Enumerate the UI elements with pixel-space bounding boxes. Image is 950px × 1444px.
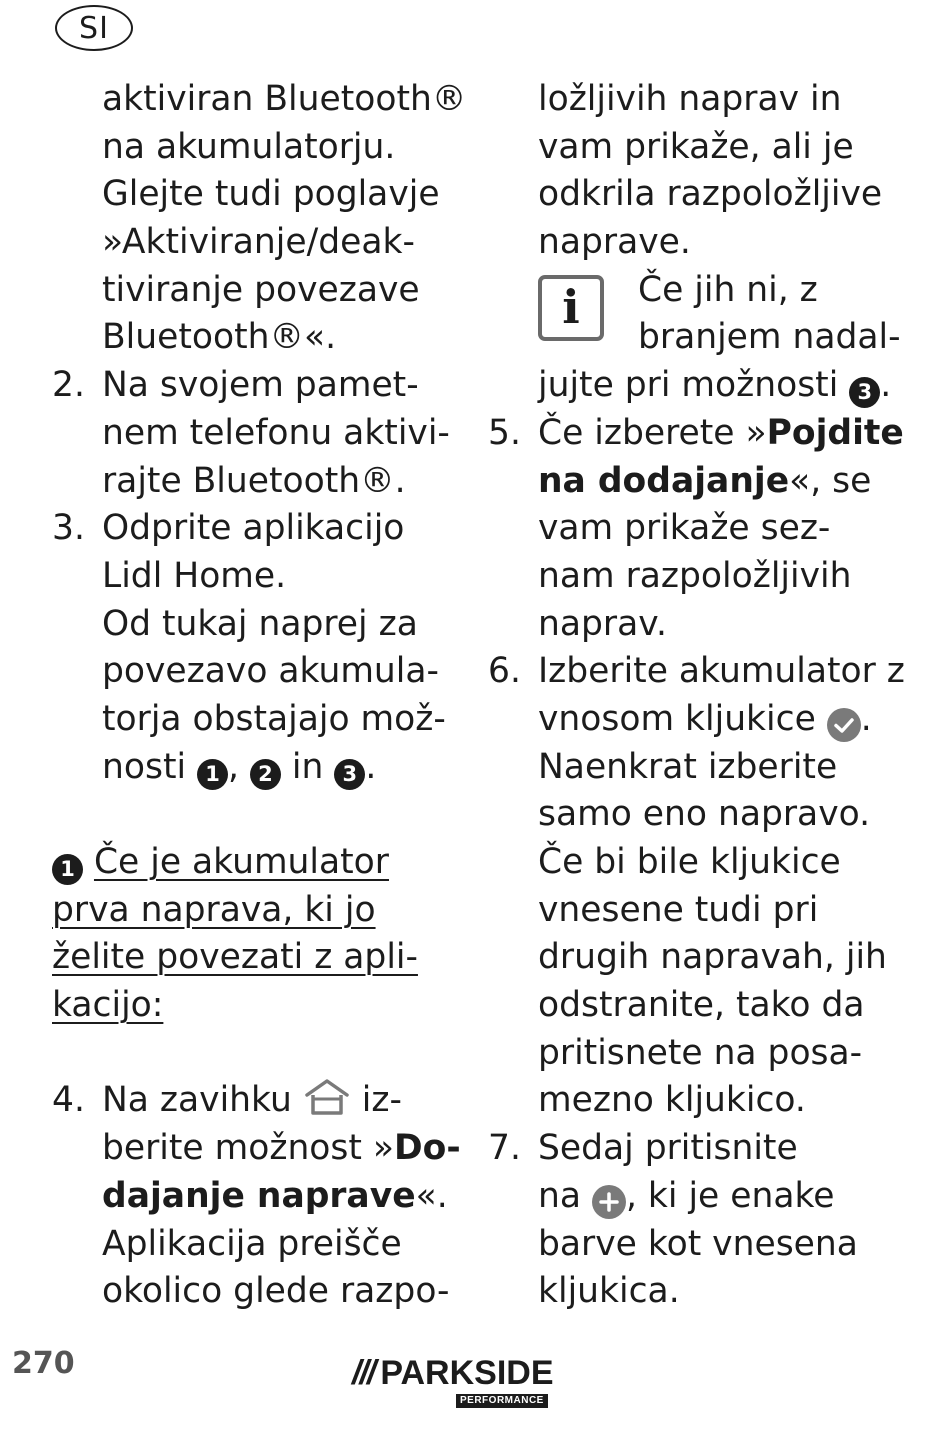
text-line bbox=[488, 1173, 898, 1221]
brand-subtitle: PERFORMANCE bbox=[456, 1394, 548, 1408]
text: «, se bbox=[789, 460, 872, 501]
text-line: Naenkrat izberite bbox=[538, 746, 838, 787]
text-line: branjem nadal- bbox=[638, 317, 901, 358]
spacer bbox=[52, 791, 462, 839]
text: Odprite aplikacijo bbox=[102, 508, 405, 549]
info-text bbox=[638, 267, 901, 362]
text-line: samo eno napravo. bbox=[538, 794, 871, 835]
text: jujte pri možnosti bbox=[538, 365, 850, 406]
text-line: rajte Bluetooth®. bbox=[102, 460, 406, 501]
text-line: Če bi bile kljukice bbox=[538, 842, 841, 883]
text-line: prva naprava, ki jo bbox=[52, 889, 376, 930]
text-line: pritisnete na posa- bbox=[538, 1032, 863, 1073]
language-badge: SI bbox=[55, 5, 133, 51]
text-line: aktiviran Bluetooth® bbox=[102, 79, 467, 119]
text-line: Bluetooth®«. bbox=[102, 317, 337, 358]
text: iz- bbox=[350, 1080, 402, 1121]
options-line bbox=[52, 744, 462, 792]
page-number: 270 bbox=[12, 1346, 75, 1381]
text-line: nem telefonu aktivi- bbox=[102, 412, 450, 453]
text: vnosom kljukice bbox=[538, 698, 827, 739]
brand-slashes: /// bbox=[352, 1354, 375, 1392]
step-5-line bbox=[488, 410, 904, 458]
option-marker-2: 2 bbox=[250, 759, 281, 790]
brand-logo bbox=[352, 1354, 572, 1414]
step-3-line bbox=[52, 505, 462, 553]
text-line: mezno kljukico. bbox=[538, 1080, 806, 1121]
text: nosti bbox=[102, 746, 198, 787]
text: . bbox=[860, 698, 872, 739]
bold-text: Do- bbox=[394, 1128, 461, 1169]
text-line: Če jih ni, z bbox=[638, 269, 818, 310]
step-number: 7. bbox=[488, 1128, 521, 1169]
text-line: »Aktiviranje/deak- bbox=[102, 222, 415, 263]
option-marker-3: 3 bbox=[849, 377, 880, 408]
text-line: vam prikaže sez- bbox=[538, 508, 831, 549]
brand-name bbox=[352, 1354, 554, 1392]
checkmark-icon bbox=[827, 708, 861, 742]
option-marker-3: 3 bbox=[334, 759, 365, 790]
text-line bbox=[488, 362, 898, 410]
text-line: Lidl Home. bbox=[102, 555, 287, 596]
step-number: 6. bbox=[488, 651, 521, 692]
text-line bbox=[488, 458, 898, 506]
text: «. bbox=[415, 1175, 448, 1216]
text: , ki je enake bbox=[625, 1175, 835, 1216]
left-column bbox=[52, 76, 467, 1316]
text-line: vam prikaže, ali je bbox=[538, 126, 854, 167]
step-2-line bbox=[52, 362, 462, 410]
text-line: ložljivih naprav in bbox=[538, 79, 842, 119]
text-line: povezavo akumula- bbox=[102, 651, 439, 692]
text: berite možnost » bbox=[102, 1128, 394, 1169]
step-4-line bbox=[52, 1077, 462, 1125]
text-line: na akumulatorju. bbox=[102, 126, 396, 167]
spacer bbox=[52, 1030, 462, 1078]
text-line bbox=[52, 1173, 462, 1221]
step-6-line bbox=[488, 648, 905, 696]
step-number: 2. bbox=[52, 365, 85, 406]
text-line: barve kot vnesena bbox=[538, 1223, 858, 1264]
step-number: 3. bbox=[52, 508, 85, 549]
bold-text: na dodajanje bbox=[538, 460, 790, 501]
text-line: naprave. bbox=[538, 222, 691, 263]
text: Na zavihku bbox=[102, 1080, 303, 1121]
text-line: želite povezati z apli- bbox=[52, 937, 418, 978]
text-line: okolico glede razpo- bbox=[102, 1271, 450, 1312]
text: Sedaj pritisnite bbox=[538, 1128, 798, 1169]
text-line: Od tukaj naprej za bbox=[102, 603, 418, 644]
brand-text: PARKSIDE bbox=[380, 1354, 554, 1392]
text-line bbox=[488, 696, 898, 744]
text-line: kljukica. bbox=[538, 1271, 680, 1312]
right-column bbox=[488, 76, 905, 1316]
text-line: nam razpoložljivih bbox=[538, 555, 852, 596]
text-line: odkrila razpoložljive bbox=[538, 174, 883, 215]
info-note bbox=[488, 267, 901, 362]
text-line: torja obstajajo mož- bbox=[102, 698, 446, 739]
text-line: Glejte tudi poglavje bbox=[102, 174, 440, 215]
text-line: vnesene tudi pri bbox=[538, 889, 819, 930]
bold-text: dajanje naprave bbox=[102, 1175, 416, 1216]
info-icon: i bbox=[538, 275, 604, 341]
home-icon bbox=[303, 1077, 351, 1131]
text-line bbox=[52, 1125, 462, 1173]
text-line: tiviranje povezave bbox=[102, 269, 420, 310]
text-line: drugih napravah, jih bbox=[538, 937, 887, 978]
option-marker-1: 1 bbox=[52, 854, 83, 885]
step-number: 5. bbox=[488, 412, 521, 453]
text: . bbox=[365, 746, 377, 787]
text-line: Aplikacija preišče bbox=[102, 1223, 402, 1264]
text: , bbox=[228, 746, 250, 787]
text: in bbox=[280, 746, 335, 787]
option-marker-1: 1 bbox=[197, 759, 228, 790]
option-1-heading bbox=[52, 839, 462, 887]
step-number: 4. bbox=[52, 1080, 85, 1121]
text-line: odstranite, tako da bbox=[538, 985, 865, 1026]
text: . bbox=[880, 365, 892, 406]
plus-icon bbox=[592, 1185, 626, 1219]
step-7-line bbox=[488, 1125, 898, 1173]
text-line: naprav. bbox=[538, 603, 667, 644]
text: Izberite akumulator z bbox=[538, 651, 905, 692]
text: Če je akumulator bbox=[93, 842, 389, 882]
bold-text: Pojdite bbox=[766, 412, 904, 453]
text-line: kacijo: bbox=[52, 985, 164, 1026]
text: Na svojem pamet- bbox=[102, 365, 419, 406]
text: na bbox=[538, 1175, 592, 1216]
text: Če izberete » bbox=[538, 412, 767, 453]
